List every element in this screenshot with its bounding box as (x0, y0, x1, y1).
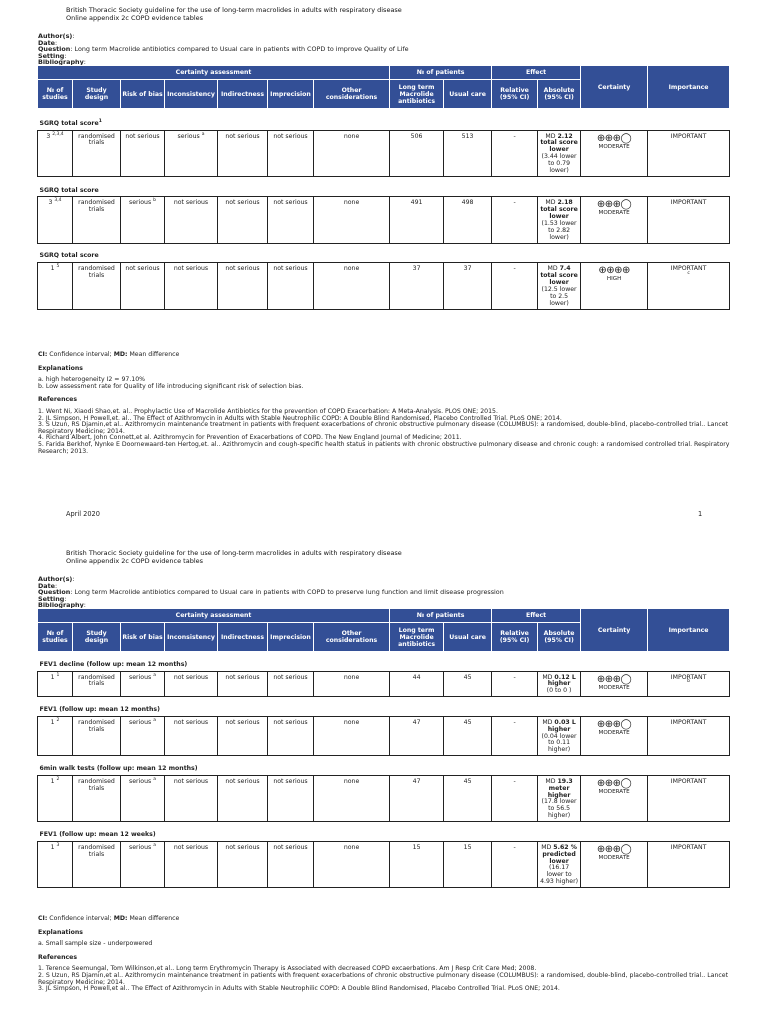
evidence-table (37, 65, 730, 310)
effect-header: Effect (492, 66, 581, 80)
usual-care-count-cell: 498 (444, 197, 492, 243)
relative-effect-cell: - (492, 841, 538, 887)
imprecision-cell: not serious (268, 130, 314, 176)
inconsistency-cell: not serious (165, 775, 218, 821)
imprecision-cell: not serious (268, 841, 314, 887)
inconsistency-cell: not serious (165, 671, 218, 697)
macrolide-header: Long term Macrolide antibiotics (390, 623, 444, 652)
usual-care-count-cell: 45 (444, 775, 492, 821)
inconsistency-cell: not serious (165, 197, 218, 243)
absolute-effect-cell: MD 5.62 % predicted lower (16.17 lower to 4.93 higher) (538, 841, 581, 887)
header-title: British Thoracic Society guideline for the use of long-term macrolides in adults with respiratory disease (66, 549, 402, 557)
other-cell: none (314, 775, 390, 821)
notes-block: CI: Confidence interval; MD: Mean difference Explanations a. Small sample size - underpowered References 1. Terence Seemungal, Tom Wilkinson,et al.. Long term Erythromycin Therapy is Associated with decreased COPD excaerbations. Am J Resp Crit Care Med; 2008. 2. S Uzun, RS Djamin,et al.. Azithromycin maintenance treatment in patients with frequent exacerbations of chronic obstructive pulmonary disease (COLUMBUS): a randomised, double-blind, placebo-controlled trial.. Lancet Respiratory Medicine; 2014. 3. JL Simpson, H Powell,et al.. The Effect of Azithromycin in Adults with Stable Neutrophilic COPD: A Double Blind Randomised, Placebo Controlled Trial. PLoS ONE; 2014. (38, 915, 729, 993)
usual-care-count-cell: 15 (444, 841, 492, 887)
relative-effect-cell: - (492, 263, 538, 309)
absolute-effect-cell: MD 0.03 L higher (0.04 lower to 0.11 higher) (538, 716, 581, 756)
certainty-header: Certainty (581, 609, 648, 652)
importance-cell: IMPORTANT (648, 197, 730, 243)
references-title: References (38, 953, 78, 961)
studies-cell: 1 $^2$ (38, 775, 73, 821)
other-cell: none (314, 671, 390, 697)
md-note: Mean difference (129, 915, 180, 922)
question-label: Question (38, 588, 71, 596)
imprecision-cell: not serious (268, 197, 314, 243)
certainty-cell: ⊕⊕⊕◯ MODERATE (581, 197, 648, 243)
absolute-effect-cell: MD 7.4 total score lower (12.5 lower to 2.5 lower) (538, 263, 581, 309)
bibliography-label: Bibliography (38, 58, 84, 66)
rob-cell: serious $^a$ (121, 841, 165, 887)
reference-item: 1. Terence Seemungal, Tom Wilkinson,et al.. Long term Erythromycin Therapy is Associated with decreased COPD excaerbations. Am J Resp Crit Care Med; 2008. (38, 965, 537, 973)
author-label: Author(s) (38, 32, 73, 40)
rob-cell: serious $^a$ (121, 671, 165, 697)
explanation-item: b. Low assessment rate for Quality of life introducing significant risk of selection bias. (38, 382, 304, 390)
imprecision-header: Imprecision (268, 80, 314, 109)
outcome-heading: FEV1 decline (follow up: mean 12 months) (39, 660, 188, 668)
ci-note: Confidence interval; (49, 351, 112, 358)
reference-item: 3. JL Simpson, H Powell,et al.. The Effect of Azithromycin in Adults with Stable Neutrophilic COPD: A Double Blind Randomised, Placebo Controlled Trial. PLoS ONE; 2014. (38, 985, 560, 993)
reference-item: 1. Went Ni, Xiaodi Shao,et. al.. Prophylactic Use of Macrolide Antibiotics for the prevention of COPD Exacerbation: A Meta-Analysis. PLOS ONE; 2015. (38, 407, 498, 415)
certainty-rating-icon: ⊕⊕⊕◯ (596, 718, 632, 730)
macrolide-count-cell: 47 (390, 716, 444, 756)
other-cell: none (314, 263, 390, 309)
indirectness-cell: not serious (218, 775, 268, 821)
absolute-effect-cell: MD 0.12 L higher (0 to 0 ) (538, 671, 581, 697)
other-cell: none (314, 841, 390, 887)
imprecision-cell: not serious (268, 716, 314, 756)
relative-effect-cell: - (492, 130, 538, 176)
document-header (66, 549, 402, 565)
meta-block: Author(s): Date: Question: Long term Macrolide antibiotics compared to Usual care in patients with COPD to improve Quality of Life Setting: Bibliography: (38, 32, 409, 66)
importance-cell: IMPORTANT (648, 841, 730, 887)
design-header: Study design (73, 80, 121, 109)
table-row (38, 130, 730, 176)
importance-header: Importance (648, 66, 730, 109)
macrolide-header: Long term Macrolide antibiotics (390, 80, 444, 109)
patients-header: № of patients (390, 609, 492, 623)
certainty-assessment-header: Certainty assessment (38, 66, 390, 80)
table-row (38, 775, 730, 821)
studies-header: № of studies (38, 623, 73, 652)
outcome-heading: FEV1 (follow up: mean 12 months) (39, 705, 160, 713)
usual-care-count-cell: 45 (444, 671, 492, 697)
certainty-rating-icon: ⊕⊕⊕◯ (596, 843, 632, 855)
notes-block: CI: Confidence interval; MD: Mean difference Explanations a. high heterogeneity I2 = 97.10% b. Low assessment rate for Quality of life introducing significant risk of selection bias. References 1. Went Ni, Xiaodi Shao,et. al.. Prophylactic Use of Macrolide Antibiotics for the prevention of COPD Exacerbation: A Meta-Analysis. PLOS ONE; 2015. 2. JL Simpson, H Powell,et. al.. The Effect of Azithromycin in Adults with Stable Neutrophilic COPD: A Double Blind Randomised, Placebo Controlled Trial. PLoS ONE; 2014. 3. S Uzun, RS Djamin,et al.. Azithromycin maintenance treatment in patients with frequent exacerbations of chronic obstructive pulmonary disease (COLUMBUS): a randomised, double-blind, placebo-controlled trial.. Lancet Respiratory Medicine; 2014. 4. Richard Albert, John Connett,et al. Azithromycin for Prevention of Exacerbations of COPD. The New England Journal of Medicine; 2011. 5. Farida Berkhof, Nynke E Doornewaard-ten Hertog,et. al.. Azithromycin and cough-specific health status in patients with chronic obstructive pulmonary disease and chronic cough: a randomised controlled trial. Respiratory Research; 2013. (38, 351, 730, 455)
other-cell: none (314, 716, 390, 756)
explanation-item: a. high heterogeneity I2 = 97.10% (38, 376, 146, 384)
design-cell: randomised trials (73, 775, 121, 821)
importance-cell: IMPORTANT (648, 130, 730, 176)
other-cell: none (314, 130, 390, 176)
author-label: Author(s) (38, 575, 73, 583)
absolute-effect-cell: MD 19.3 meter higher (17.8 lower to 56.5 higher) (538, 775, 581, 821)
ci-note: Confidence interval; (49, 915, 112, 922)
rob-header: Risk of bias (121, 80, 165, 109)
footer-date: April 2020 (66, 510, 100, 518)
certainty-cell: ⊕⊕⊕◯ MODERATE (581, 671, 648, 697)
relative-header: Relative (95% CI) (492, 80, 538, 109)
certainty-rating-icon: ⊕⊕⊕◯ (596, 132, 632, 144)
explanations-title: Explanations (38, 364, 83, 372)
date-label: Date (38, 581, 56, 590)
document-header (66, 6, 402, 22)
bibliography-label: Bibliography (38, 601, 84, 609)
indirectness-cell: not serious (218, 671, 268, 697)
macrolide-count-cell: 44 (390, 671, 444, 697)
studies-cell: 1 $^2$ (38, 716, 73, 756)
table-row (38, 716, 730, 756)
certainty-rating-icon: ⊕⊕⊕⊕ (598, 265, 630, 277)
table-row (38, 263, 730, 309)
outcome-heading: SGRQ total score (39, 186, 99, 194)
macrolide-count-cell: 47 (390, 775, 444, 821)
macrolide-count-cell: 506 (390, 130, 444, 176)
table-row (38, 671, 730, 697)
design-cell: randomised trials (73, 130, 121, 176)
usual-care-count-cell: 513 (444, 130, 492, 176)
inconsistency-cell: not serious (165, 263, 218, 309)
absolute-header: Absolute (95% CI) (538, 623, 581, 652)
certainty-rating-icon: ⊕⊕⊕◯ (596, 777, 632, 789)
studies-cell: 1 $^5$ (38, 263, 73, 309)
indirectness-cell: not serious (218, 841, 268, 887)
studies-header: № of studies (38, 80, 73, 109)
absolute-effect-cell: MD 2.18 total score lower (1.53 lower to 2.82 lower) (538, 197, 581, 243)
rob-header: Risk of bias (121, 623, 165, 652)
date-label: Date (38, 38, 56, 47)
outcome-heading: FEV1 (follow up: mean 12 weeks) (39, 830, 156, 838)
macrolide-count-cell: 37 (390, 263, 444, 309)
outcome-heading: SGRQ total score (39, 252, 99, 260)
rob-cell: serious $^a$ (121, 716, 165, 756)
certainty-cell: ⊕⊕⊕⊕ HIGH (581, 263, 648, 309)
reference-item: 2. JL Simpson, H Powell,et. al.. The Effect of Azithromycin in Adults with Stable Neutrophilic COPD: A Double Blind Randomised, Placebo Controlled Trial. PLoS ONE; 2014. (38, 414, 562, 422)
importance-cell: IMPORTANT (648, 716, 730, 756)
indirectness-cell: not serious (218, 130, 268, 176)
design-header: Study design (73, 623, 121, 652)
imprecision-header: Imprecision (268, 623, 314, 652)
usual-header: Usual care (444, 80, 492, 109)
question-text: Long term Macrolide antibiotics compared to Usual care in patients with COPD to improve Quality of Life (74, 45, 409, 53)
rob-cell: serious $^a$ (121, 775, 165, 821)
absolute-effect-cell: MD 2.12 total score lower (3.44 lower to 0.79 lower) (538, 130, 581, 176)
macrolide-count-cell: 491 (390, 197, 444, 243)
header-subtitle: Online appendix 2c COPD evidence tables (66, 557, 204, 566)
reference-item: 5. Farida Berkhof, Nynke E Doornewaard-ten Hertog,et. al.. Azithromycin and cough-specific health status in patients with chronic obstructive pulmonary disease and chronic cough: a randomised controlled trial. Respiratory Research; 2013. (38, 440, 730, 455)
reference-item: 4. Richard Albert, John Connett,et al. Azithromycin for Prevention of Exacerbations of COPD. The New England Journal of Medicine; 2011. (38, 434, 462, 442)
other-header: Other considerations (314, 623, 390, 652)
question-text: Long term Macrolide antibiotics compared to Usual care in patients with COPD to preserve lung function and limit disease progression (74, 588, 504, 596)
relative-effect-cell: - (492, 197, 538, 243)
indirectness-cell: not serious (218, 263, 268, 309)
inconsistency-cell: not serious (165, 841, 218, 887)
meta-block: Author(s): Date: Question: Long term Macrolide antibiotics compared to Usual care in patients with COPD to preserve lung function and limit disease progression Setting: Bibliography: (38, 575, 504, 609)
patients-header: № of patients (390, 66, 492, 80)
rob-cell: serious $^b$ (121, 197, 165, 243)
question-label: Question (38, 45, 71, 53)
certainty-header: Certainty (581, 66, 648, 109)
imprecision-cell: not serious (268, 263, 314, 309)
studies-cell: 3 $^{2,3,4}$ (38, 130, 73, 176)
relative-header: Relative (95% CI) (492, 623, 538, 652)
design-cell: randomised trials (73, 671, 121, 697)
usual-care-count-cell: 45 (444, 716, 492, 756)
relative-effect-cell: - (492, 775, 538, 821)
outcome-heading: 6min walk tests (follow up: mean 12 months) (39, 764, 198, 772)
evidence-table (37, 608, 730, 888)
imprecision-cell: not serious (268, 671, 314, 697)
importance-cell: IMPORTANT (648, 775, 730, 821)
absolute-header: Absolute (95% CI) (538, 80, 581, 109)
certainty-cell: ⊕⊕⊕◯ MODERATE (581, 841, 648, 887)
design-cell: randomised trials (73, 263, 121, 309)
inconsistency-cell: not serious (165, 716, 218, 756)
relative-effect-cell: - (492, 671, 538, 697)
rob-cell: not serious (121, 130, 165, 176)
indirectness-header: Indirectness (218, 623, 268, 652)
usual-care-count-cell: 37 (444, 263, 492, 309)
certainty-cell: ⊕⊕⊕◯ MODERATE (581, 130, 648, 176)
other-header: Other considerations (314, 80, 390, 109)
indirectness-cell: not serious (218, 716, 268, 756)
certainty-rating-icon: ⊕⊕⊕◯ (596, 673, 632, 685)
inconsistency-header: Inconsistency (165, 623, 218, 652)
imprecision-cell: not serious (268, 775, 314, 821)
usual-header: Usual care (444, 623, 492, 652)
setting-label: Setting (38, 594, 65, 603)
page-number: 1 (698, 510, 703, 518)
other-cell: none (314, 197, 390, 243)
reference-item: 3. S Uzun, RS Djamin,et al.. Azithromycin maintenance treatment in patients with frequent exacerbations of chronic obstructive pulmonary disease (COLUMBUS): a randomised, double-blind, placebo-controlled trial.. Lancet Respiratory Medicine; 2014. (38, 421, 729, 435)
indirectness-header: Indirectness (218, 80, 268, 109)
inconsistency-cell: serious $^a$ (165, 130, 218, 176)
certainty-rating-icon: ⊕⊕⊕◯ (596, 199, 632, 211)
design-cell: randomised trials (73, 841, 121, 887)
certainty-cell: ⊕⊕⊕◯ MODERATE (581, 716, 648, 756)
studies-cell: 3 $^{3,4}$ (38, 197, 73, 243)
setting-label: Setting (38, 51, 65, 60)
studies-cell: 1 $^1$ (38, 671, 73, 697)
indirectness-cell: not serious (218, 197, 268, 243)
importance-cell: IMPORTANT $^b$ (648, 671, 730, 697)
outcome-heading: SGRQ total score$^1$ (39, 118, 102, 127)
rob-cell: not serious (121, 263, 165, 309)
importance-header: Importance (648, 609, 730, 652)
explanation-item: a. Small sample size - underpowered (38, 940, 153, 948)
table-row (38, 841, 730, 887)
header-subtitle: Online appendix 2c COPD evidence tables (66, 14, 204, 23)
md-note: Mean difference (129, 351, 180, 358)
table-row (38, 197, 730, 243)
studies-cell: 1 $^3$ (38, 841, 73, 887)
relative-effect-cell: - (492, 716, 538, 756)
references-title: References (38, 396, 78, 404)
importance-cell: IMPORTANT $^c$ (648, 263, 730, 309)
explanations-title: Explanations (38, 928, 83, 936)
header-title: British Thoracic Society guideline for the use of long-term macrolides in adults with respiratory disease (66, 6, 402, 14)
certainty-assessment-header: Certainty assessment (38, 609, 390, 623)
effect-header: Effect (492, 609, 581, 623)
inconsistency-header: Inconsistency (165, 80, 218, 109)
macrolide-count-cell: 15 (390, 841, 444, 887)
certainty-cell: ⊕⊕⊕◯ MODERATE (581, 775, 648, 821)
design-cell: randomised trials (73, 716, 121, 756)
design-cell: randomised trials (73, 197, 121, 243)
reference-item: 2. S Uzun, RS Djamin,et al.. Azithromycin maintenance treatment in patients with frequent exacerbations of chronic obstructive pulmonary disease (COLUMBUS): a randomised, double-blind, placebo-controlled trial.. Lancet Respiratory Medicine; 2014. (38, 971, 729, 986)
